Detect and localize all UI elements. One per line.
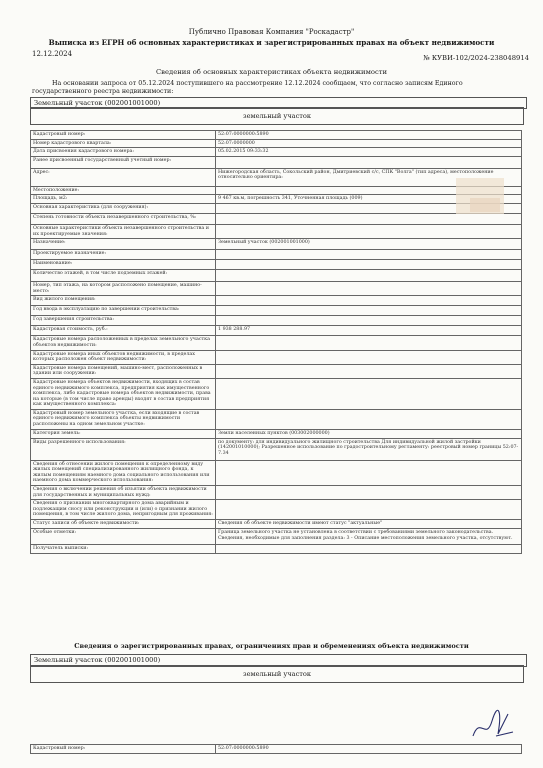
row-label: Кадастровые номера помещений, машино-мест, расположенных в здании или сооружении: — [31, 364, 216, 378]
table-row — [31, 306, 522, 316]
rights-section-title: Сведения о зарегистрированных правах, ограничениях прав и обременениях объекта недвижимости — [74, 642, 469, 650]
row-value — [216, 306, 522, 316]
row-value: по документу: для индивидуального жилищного строительства Для индивидуальной жилой застройки (142001010000); Разрешенное использование по градостроительному регламенту: реестровый номер границы 52:07-7.34 — [216, 438, 522, 460]
table-row — [31, 148, 522, 157]
row-value: 05.02.2015 09:33:32 — [216, 148, 522, 157]
table-row — [31, 500, 522, 520]
table-row — [31, 545, 522, 554]
table-row — [31, 438, 522, 460]
object-kind-rights: Земельный участок (002001001000) — [30, 654, 527, 667]
table-row — [31, 460, 522, 485]
row-label: Номер кадастрового квартала: — [31, 139, 216, 148]
rights-table — [30, 744, 522, 754]
row-value — [216, 156, 522, 168]
table-row — [31, 409, 522, 429]
row-label: Сведения об отнесении жилого помещения к определенному виду жилых помещений специализированного жилищного фонда, к жилым помещениям наемного дома социального использования или наемного дома коммерческого использования: — [31, 460, 216, 485]
row-value: 1 938 288.97 — [216, 326, 522, 336]
table-row — [31, 224, 522, 238]
row-label: Год завершения строительства: — [31, 316, 216, 326]
row-value — [216, 350, 522, 364]
row-label: Кадастровый номер земельного участка, если входящие в состав единого недвижимого комплекса объекты недвижимости расположены на одном земельном участке: — [31, 409, 216, 429]
row-value: 9 467 кв.м, погрешность 341, Уточненная площадь (009) — [216, 195, 522, 204]
row-value — [216, 486, 522, 500]
characteristics-table — [30, 130, 522, 554]
object-subtitle-rights: земельный участок — [30, 665, 524, 683]
row-value: Сведения об объекте недвижимости имеют статус "актуальные" — [216, 520, 522, 529]
object-kind: Земельный участок (002001001000) — [30, 97, 527, 109]
row-value — [216, 282, 522, 296]
row-label: Ранее присвоенный государственный учетный номер: — [31, 156, 216, 168]
row-value — [216, 378, 522, 409]
row-value — [216, 545, 522, 554]
object-subtitle: земельный участок — [30, 107, 524, 125]
document-number: № КУВИ-102/2024-238048914 — [423, 54, 529, 62]
row-label: Статус записи об объекте недвижимости: — [31, 520, 216, 529]
row-value: 52:07:0000000:5890 — [216, 745, 522, 754]
table-row — [31, 486, 522, 500]
row-value — [216, 260, 522, 270]
table-row — [31, 260, 522, 270]
row-value: Земли населенных пунктов (003002000000) — [216, 429, 522, 438]
org-name: Публично Правовая Компания "Роскадастр" — [188, 28, 355, 36]
section-title: Сведения об основных характеристиках объекта недвижимости — [155, 68, 388, 76]
row-label: Сведения о включении решения об изъятии объекта недвижимости для государственных и муниципальных нужд: — [31, 486, 216, 500]
row-label: Кадастровая стоимость, руб.: — [31, 326, 216, 336]
table-row — [31, 282, 522, 296]
row-label: Номер, тип этажа, на котором расположено помещение, машино-место: — [31, 282, 216, 296]
row-label: Площадь, м2: — [31, 195, 216, 204]
row-value — [216, 213, 522, 224]
row-value — [216, 364, 522, 378]
row-label: Год ввода в эксплуатацию по завершении строительства: — [31, 306, 216, 316]
table-row — [31, 336, 522, 350]
table-row — [31, 186, 522, 195]
stamp-mark-overlay — [470, 198, 500, 212]
row-label: Кадастровые номера объектов недвижимости, входящих в состав единого недвижимого комплекса, предприятия как имущественного комплекса, либо кадастровые номера объектов недвижимости, права на которые (в том числе право аренды) входят в состав предприятия как имущественного комплекса: — [31, 378, 216, 409]
row-value: Граница земельного участка не установлена в соответствии с требованиями земельного законодательства. Сведения, необходимые для заполнения раздела: 3 - Описание местоположения земельного участка, отсутствуют. — [216, 529, 522, 545]
row-value: 52:07:0000000 — [216, 139, 522, 148]
row-label: Кадастровый номер: — [31, 131, 216, 140]
table-row — [31, 213, 522, 224]
row-label: Особые отметки: — [31, 529, 216, 545]
table-row — [31, 429, 522, 438]
document-title: Выписка из ЕГРН об основных характеристиках и зарегистрированных правах на объект недвижимости — [48, 38, 495, 47]
table-row — [31, 131, 522, 140]
table-row — [31, 203, 522, 213]
document-date: 12.12.2024 — [32, 50, 73, 58]
row-label: Вид жилого помещения: — [31, 296, 216, 306]
row-label: Кадастровые номера расположенных в пределах земельного участка объектов недвижимости: — [31, 336, 216, 350]
row-label: Виды разрешенного использования: — [31, 438, 216, 460]
row-label: Адрес: — [31, 168, 216, 186]
table-row — [31, 745, 522, 754]
table-row — [31, 326, 522, 336]
table-row — [31, 378, 522, 409]
row-value — [216, 270, 522, 282]
table-row — [31, 296, 522, 306]
table-row — [31, 270, 522, 282]
table-row — [31, 529, 522, 545]
row-label: Степень готовности объекта незавершенного строительства, %: — [31, 213, 216, 224]
row-value — [216, 460, 522, 485]
row-label: Дата присвоения кадастрового номера: — [31, 148, 216, 157]
row-value — [216, 500, 522, 520]
row-label: Количество этажей, в том числе подземных этажей: — [31, 270, 216, 282]
table-row — [31, 350, 522, 364]
row-label: Назначение: — [31, 239, 216, 250]
intro-paragraph: На основании запроса от 05.12.2024 поступившего на рассмотрение 12.12.2024 сообщаем, что согласно записям Единого государственного реестра недвижимости: — [32, 80, 463, 95]
row-label: Кадастровые номера иных объектов недвижимости, в пределах которых расположен объект недвижимости: — [31, 350, 216, 364]
row-label: Наименование: — [31, 260, 216, 270]
row-value — [216, 409, 522, 429]
row-value — [216, 316, 522, 326]
row-label: Проектируемое назначение: — [31, 250, 216, 260]
row-label: Местоположение: — [31, 186, 216, 195]
table-row — [31, 195, 522, 204]
row-label: Кадастровый номер: — [31, 745, 216, 754]
row-value: 52:07:0000000:5890 — [216, 131, 522, 140]
row-value: Нижегородская область, Сокольский район, Дмитриевский с/с, СПК "Волга" (тип адреса), местоположение относительно ориентира: — [216, 168, 522, 186]
table-row — [31, 316, 522, 326]
row-label: Основная характеристика (для сооружения): — [31, 203, 216, 213]
table-row — [31, 250, 522, 260]
table-row — [31, 520, 522, 529]
table-row — [31, 364, 522, 378]
row-value: Земельный участок (002001001000) — [216, 239, 522, 250]
signature-mark — [468, 706, 518, 746]
row-label: Основные характеристики объекта незавершенного строительства и их проектируемые значения: — [31, 224, 216, 238]
row-label: Категория земель: — [31, 429, 216, 438]
row-value — [216, 250, 522, 260]
table-row — [31, 156, 522, 168]
row-label: Получатель выписки: — [31, 545, 216, 554]
table-row — [31, 168, 522, 186]
table-row — [31, 139, 522, 148]
row-label: Сведения о признании многоквартирного дома аварийным и подлежащим сносу или реконструкции и (или) о признании жилого помещения, в том числе жилого дома, непригодным для проживания: — [31, 500, 216, 520]
table-row — [31, 239, 522, 250]
row-value — [216, 336, 522, 350]
row-value — [216, 296, 522, 306]
row-value — [216, 224, 522, 238]
